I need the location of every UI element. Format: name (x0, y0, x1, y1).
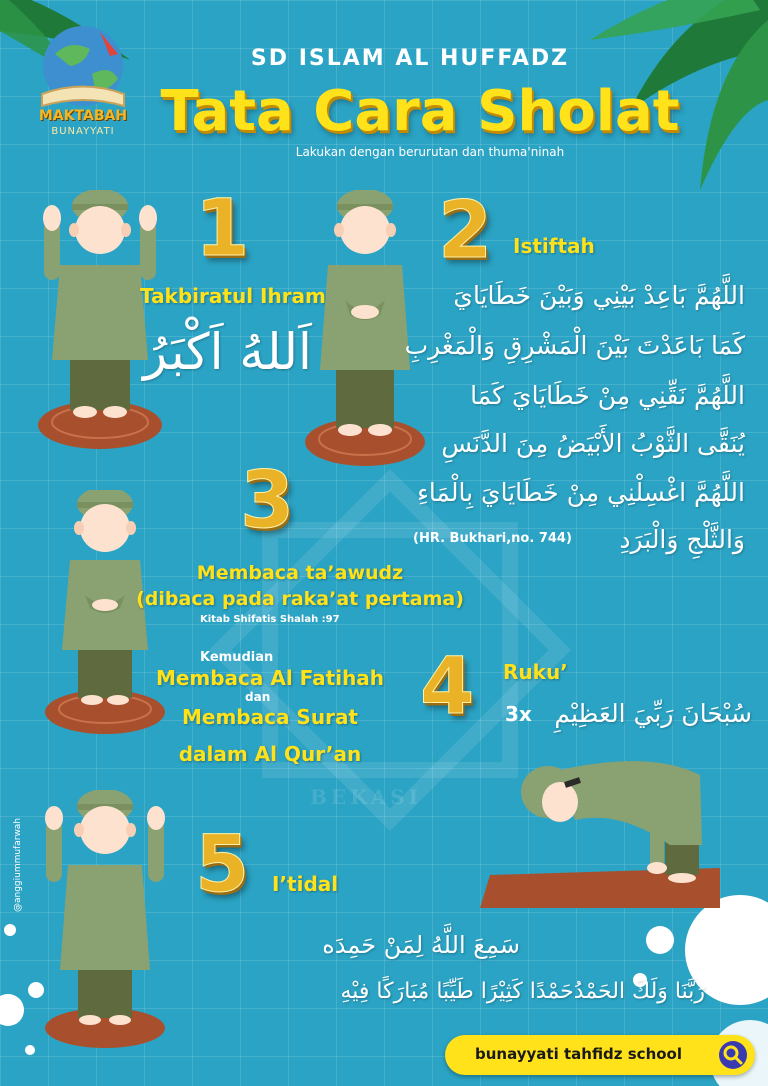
step-3-title-line-2: (dibaca pada raka’at pertama) (136, 588, 464, 610)
credit-handle: @anggiummufarwah (13, 817, 23, 913)
step-3-quran: dalam Al Qur’an (178, 742, 362, 766)
step-1-number: 1 (195, 184, 250, 274)
step-3-then: Kemudian (200, 650, 274, 665)
step-4-title: Ruku’ (503, 660, 568, 684)
step-4-arabic: سُبْحَانَ رَبِّيَ العَظِيْمِ (554, 699, 752, 728)
step-3-and: dan (245, 690, 271, 704)
globe-book-icon (30, 24, 136, 112)
step-2-arabic-line-1: اللَّهُمَّ بَاعِدْ بَيْنِي وَبَيْنَ خَطَايَايَ (453, 281, 745, 310)
step-2-arabic-line-3: اللَّهُمَّ نَقِّنِي مِنْ خَطَايَايَ كَمَا (470, 381, 745, 410)
figure-qiyam (40, 490, 170, 735)
logo (30, 24, 136, 144)
step-1-arabic: اَللهُ اَكْبَرُ (143, 323, 312, 381)
step-2-arabic-line-4: يُنَقَّى الثَّوْبُ الأَبْيَضُ مِنَ الدَّنَسِ (441, 429, 745, 458)
logo-line2: BUNAYYATI (51, 126, 115, 137)
step-1-title: Takbiratul Ihram (140, 284, 326, 308)
logo-line1: MAKTABAH (38, 108, 128, 124)
footer-label: bunayyati tahfidz school (475, 1045, 682, 1063)
step-2-arabic-line-5: اللَّهُمَّ اغْسِلْنِي مِنْ خَطَايَايَ بِالْمَاءِ (417, 478, 745, 507)
step-3-title-line-1: Membaca ta’awudz (196, 562, 404, 584)
footer-pill (445, 1035, 755, 1075)
page-subtitle: Lakukan dengan berurutan dan thuma'ninah (295, 145, 565, 159)
step-4-repeat: 3x (505, 702, 532, 726)
watermark-text: BEKASI (310, 785, 423, 809)
figure-itidal (40, 790, 170, 1050)
step-5-number: 5 (195, 820, 250, 910)
step-3-source: Kitab Shifatis Shalah :97 (200, 614, 340, 625)
page-title: Tata Cara Sholat (160, 79, 680, 144)
step-3-fatihah: Membaca Al Fatihah (155, 666, 385, 690)
step-3-surat: Membaca Surat (182, 705, 358, 729)
step-2-arabic-line-2: كَمَا بَاعَدْتَ بَيْنَ الْمَشْرِقِ وَالْمَغْرِبِ (404, 331, 745, 360)
step-2-arabic-line-6: وَالثَّلْجِ وَالْبَرَدِ (619, 525, 745, 554)
step-2-title: Istiftah (513, 234, 595, 258)
step-5-arabic-line-2: رَبَّنَا وَلَكَ الحَمْدُحَمْدًا كَثِيْرًا طَيِّبًا مُبَارَكًا فِيْهِ (340, 979, 705, 1004)
figure-takbir (30, 190, 170, 450)
school-name: SD ISLAM AL HUFFADZ (250, 46, 570, 71)
step-5-title: I’tidal (272, 872, 339, 896)
step-2-number: 2 (438, 186, 493, 276)
step-2-reference: (HR. Bukhari,no. 744) (413, 531, 572, 546)
figure-ruku (470, 750, 730, 910)
step-4-number: 4 (420, 642, 475, 732)
step-3-number: 3 (240, 456, 295, 546)
step-5-arabic-line-1: سَمِعَ اللَّهُ لِمَنْ حَمِدَه (322, 931, 520, 959)
search-icon[interactable] (719, 1041, 747, 1069)
